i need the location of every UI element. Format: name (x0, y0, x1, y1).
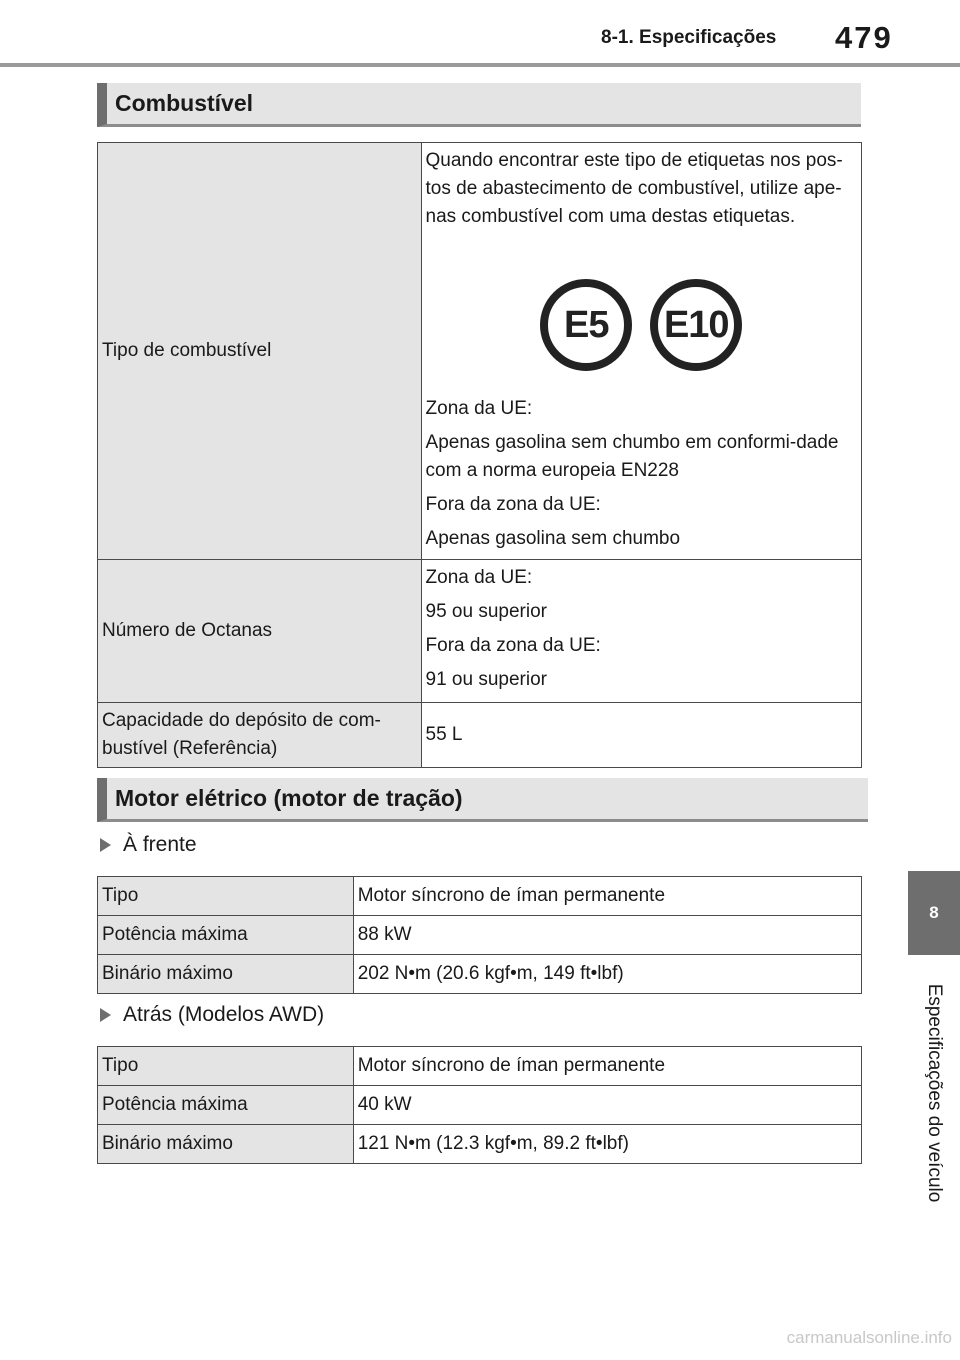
e10-label-icon: E10 (650, 279, 742, 371)
spec-label: Potência máxima (98, 1086, 354, 1125)
section-title: 8-1. Especificações (601, 27, 777, 48)
rear-motor-heading (100, 1003, 324, 1027)
table-row (98, 877, 862, 916)
capacity-row (98, 703, 862, 768)
fuel-type-line: Apenas gasolina sem chumbo (425, 528, 681, 549)
table-row (98, 916, 862, 955)
spec-label: Tipo (98, 877, 354, 916)
spec-label: Tipo (98, 1047, 354, 1086)
spec-value: 40 kW (353, 1086, 861, 1125)
octane-value (421, 560, 861, 703)
fuel-type-value (421, 143, 861, 560)
capacity-value: 55 L (421, 703, 861, 768)
watermark: carmanualsonline.info (786, 1328, 952, 1347)
fuel-type-row (98, 143, 862, 560)
motor-heading: Motor elétrico (motor de tração) (97, 778, 868, 822)
rear-motor-label: Atrás (Modelos AWD) (123, 1003, 325, 1026)
fuel-type-line: Zona da UE: (425, 398, 533, 419)
e5-label-icon: E5 (540, 279, 632, 371)
fuel-labels (426, 279, 857, 371)
fuel-type-line: Apenas gasolina sem chumbo em conformi-dade com a norma europeia EN228 (425, 432, 839, 481)
table-row (98, 1086, 862, 1125)
fuel-table (97, 142, 862, 768)
header-rule (0, 63, 960, 67)
fuel-type-line: Fora da zona da UE: (425, 494, 601, 515)
spec-value: 88 kW (353, 916, 861, 955)
front-motor-label: À frente (123, 833, 197, 856)
spec-label: Binário máximo (98, 1125, 354, 1164)
octane-label: Número de Octanas (98, 560, 422, 703)
rear-motor-table (97, 1046, 862, 1164)
spec-value: Motor síncrono de íman permanente (353, 1047, 861, 1086)
octane-row (98, 560, 862, 703)
spec-value: Motor síncrono de íman permanente (353, 877, 861, 916)
table-row (98, 1125, 862, 1164)
fuel-heading: Combustível (97, 83, 861, 127)
fuel-type-label: Tipo de combustível (98, 143, 422, 560)
capacity-label: Capacidade do depósito de com-bustível (Referência) (98, 703, 422, 768)
spec-label: Potência máxima (98, 916, 354, 955)
spec-value: 121 N•m (12.3 kgf•m, 89.2 ft•lbf) (353, 1125, 861, 1164)
octane-line: 95 ou superior (425, 601, 547, 622)
front-motor-table (97, 876, 862, 994)
front-motor-heading (100, 833, 197, 857)
fuel-type-intro: Quando encontrar este tipo de etiquetas nos pos-tos de abastecimento de combustível, utilize ape-nas combustível com uma destas etiquetas. (425, 150, 843, 227)
octane-line: Fora da zona da UE: (425, 635, 601, 656)
chapter-title: Especificações do veículo (924, 983, 945, 1203)
spec-label: Binário máximo (98, 955, 354, 994)
table-row (98, 955, 862, 994)
octane-line: Zona da UE: (425, 567, 533, 588)
bullet-triangle-icon (100, 1008, 111, 1022)
bullet-triangle-icon (100, 838, 111, 852)
chapter-tab[interactable]: 8 (908, 871, 960, 955)
spec-value: 202 N•m (20.6 kgf•m, 149 ft•lbf) (353, 955, 861, 994)
table-row (98, 1047, 862, 1086)
octane-line: 91 ou superior (425, 669, 547, 690)
page-number: 479 (835, 20, 893, 55)
